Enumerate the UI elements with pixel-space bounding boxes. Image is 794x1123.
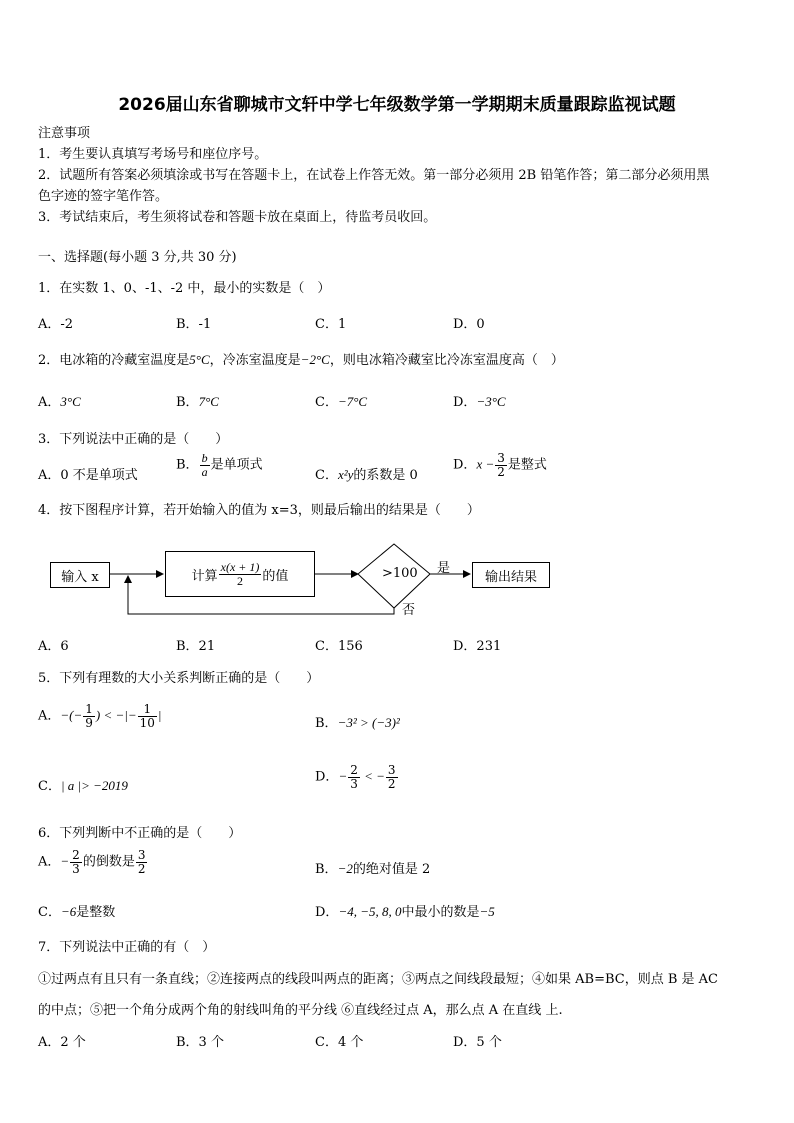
option-d: D．0 xyxy=(453,317,485,332)
question-stem: 7．下列说法中正确的有（ ） xyxy=(38,940,216,955)
section-heading: 一、选择题(每小题 3 分,共 30 分) xyxy=(38,250,237,265)
option-d: D．−4, −5, 8, 0中最小的数是−5 xyxy=(315,904,495,920)
flow-yes-label: 是 xyxy=(437,561,451,576)
question-text: 的中点；⑤把一个角分成两个角的射线叫角的平分线 ⑥直线经过点 A，那么点 A 在直线 上. xyxy=(38,1003,563,1018)
option-d: D．231 xyxy=(453,639,502,654)
option-b: B．-1 xyxy=(176,317,212,332)
question-stem: 3．下列说法中正确的是（ ） xyxy=(38,432,229,447)
question-stem: 6．下列判断中不正确的是（ ） xyxy=(38,826,242,841)
question-text: ①过两点有且只有一条直线；②连接两点的线段叫两点的距离；③两点之间线段最短；④如果 AB=BC，则点 B 是 AC xyxy=(38,972,718,987)
option-a: A．6 xyxy=(38,639,69,654)
option-a: A．2 个 xyxy=(38,1035,86,1050)
page-title: 2026届山东省聊城市文轩中学七年级数学第一学期期末质量跟踪监视试题 xyxy=(118,95,676,115)
option-d: D．x − $\frac{3}{2}$ 是整式 xyxy=(453,451,547,479)
option-a: A．-2 xyxy=(38,317,74,332)
stem-text: ，则电冰箱冷藏室比冷冻室温度高（ ） xyxy=(329,353,564,368)
notice-item: 1．考生要认真填写考场号和座位序号。 xyxy=(38,147,268,162)
notice-item: 2．试题所有答案必须填涂或书写在答题卡上，在试卷上作答无效。第一部分必须用 2B 铅笔作答；第二部分必须用黑 xyxy=(38,168,710,183)
question-stem: 5．下列有理数的大小关系判断正确的是（ ） xyxy=(38,671,320,686)
option-b: B．−3² > (−3)² xyxy=(315,715,400,731)
stem-text: 2．电冰箱的冷藏室温度是 xyxy=(38,353,190,368)
flow-output-box: 输出结果 xyxy=(472,562,550,588)
notice-item: 3．考试结束后，考生须将试卷和答题卡放在桌面上，待监考员收回。 xyxy=(38,210,437,225)
option-d: D．5 个 xyxy=(453,1035,502,1050)
option-a: A．− $\frac{2}{3}$ 的倒数是 $\frac{3}{2}$ xyxy=(38,848,146,876)
stem-text: ，冷冻室温度是 xyxy=(209,353,301,368)
question-stem: 1．在实数 1、0、-1、-2 中，最小的实数是（ ） xyxy=(38,281,331,296)
flow-calc-box: 计算 $\frac{x(x + 1)}{2}$ 的值 xyxy=(165,551,315,597)
question-stem xyxy=(38,349,564,368)
question-stem: 4．按下图程序计算，若开始输入的值为 x=3，则最后输出的结果是（ ） xyxy=(38,503,480,518)
option-b: B．21 xyxy=(176,639,216,654)
option-a: A．3°C xyxy=(38,394,81,410)
flow-input-box: 输入 x xyxy=(50,562,110,588)
flow-no-label: 否 xyxy=(402,603,416,618)
option-d: D．−3°C xyxy=(453,394,506,410)
option-c: C．−6是整数 xyxy=(38,904,116,920)
option-d: D．− $\frac{2}{3}$ < − $\frac{3}{2}$ xyxy=(315,763,396,791)
option-c: C．x²y的系数是 0 xyxy=(315,467,418,483)
option-c: C．1 xyxy=(315,317,347,332)
option-c: C．156 xyxy=(315,639,363,654)
option-c: C．| a |> −2019 xyxy=(38,778,128,794)
option-a: A．−(− $\frac{1}{9}$ ) < −|− $\frac{1}{10}$ | xyxy=(38,702,162,730)
notice-item: 色字迹的签字笔作答。 xyxy=(38,189,169,204)
option-b: B．7°C xyxy=(176,394,219,410)
option-b: B．3 个 xyxy=(176,1035,224,1050)
math-expr: 5°C xyxy=(189,352,210,367)
option-c: C．4 个 xyxy=(315,1035,364,1050)
math-expr: −2°C xyxy=(300,352,330,367)
option-a: A．0 不是单项式 xyxy=(38,468,138,483)
flow-condition: >100 xyxy=(382,566,418,581)
notice-heading: 注意事项 xyxy=(38,126,91,141)
option-b: B． $\frac{b}{a}$ 是单项式 xyxy=(176,451,263,479)
option-b: B．−2的绝对值是 2 xyxy=(315,861,431,877)
option-c: C．−7°C xyxy=(315,394,368,410)
